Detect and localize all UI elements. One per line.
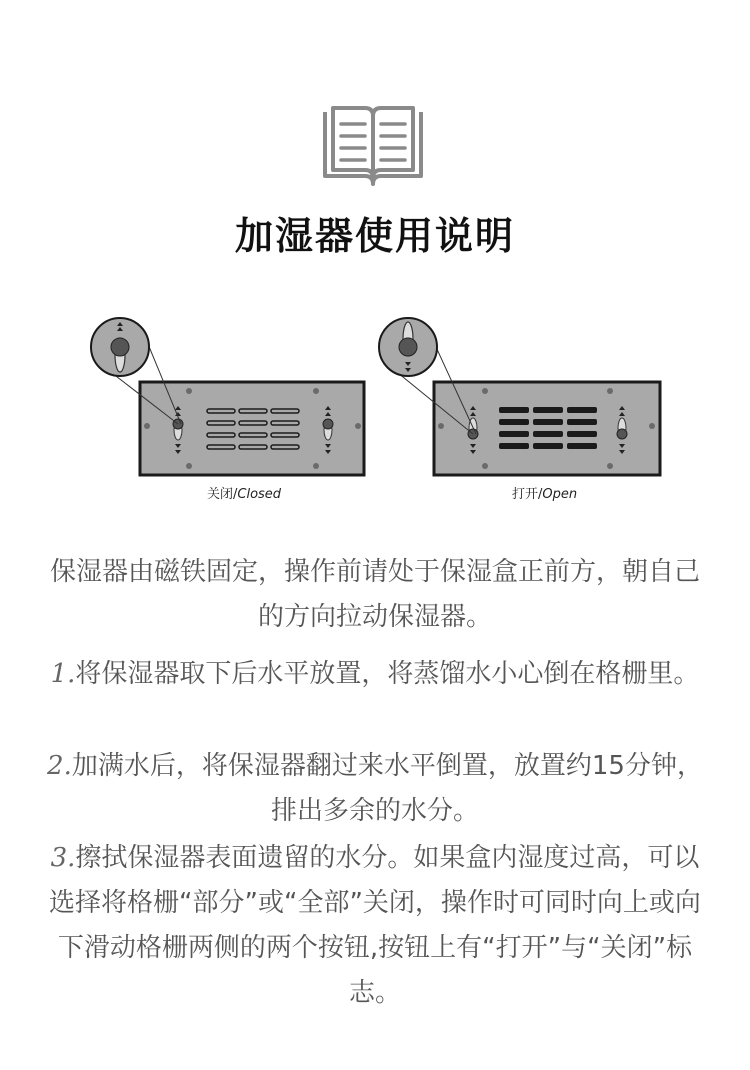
step-1 [40,652,710,697]
humidifier-closed-diagram [85,312,375,512]
intro-paragraph: 保湿器由磁铁固定，操作前请处于保湿盒正前方，朝自己的方向拉动保湿器。 [49,557,700,632]
closed-state-illustration [85,312,375,482]
step-2-number: 2. [47,751,72,781]
step-3-number: 3. [50,843,76,873]
open-state-illustration [375,312,665,482]
step-2 [40,744,710,834]
open-caption-en: Open [542,487,578,502]
open-book-icon [321,106,425,188]
step-2-text: 加满水后，将保湿器翻过来水平倒置，放置约15分钟，排出多余的水分。 [71,751,703,826]
step-1-text: 将保湿器取下后水平放置，将蒸馏水小心倒在格栅里。 [75,659,700,689]
closed-caption [207,483,281,502]
page-title: 加湿器使用说明 [234,214,515,258]
step-1-number: 1. [50,659,76,689]
humidifier-open-diagram [375,312,665,512]
step-3-text: 擦拭保湿器表面遗留的水分。如果盒内湿度过高，可以选择将格栅“部分”或“全部”关闭，操作时可同时向上或向下滑动格栅两侧的两个按钮,按钮上有“打开”与“关闭”标志。 [49,843,701,1008]
open-caption [512,483,577,502]
closed-caption-en: Closed [237,487,282,502]
open-caption-zh: 打开/ [512,487,543,502]
step-3 [40,836,710,1016]
closed-caption-zh: 关闭/ [207,487,238,502]
